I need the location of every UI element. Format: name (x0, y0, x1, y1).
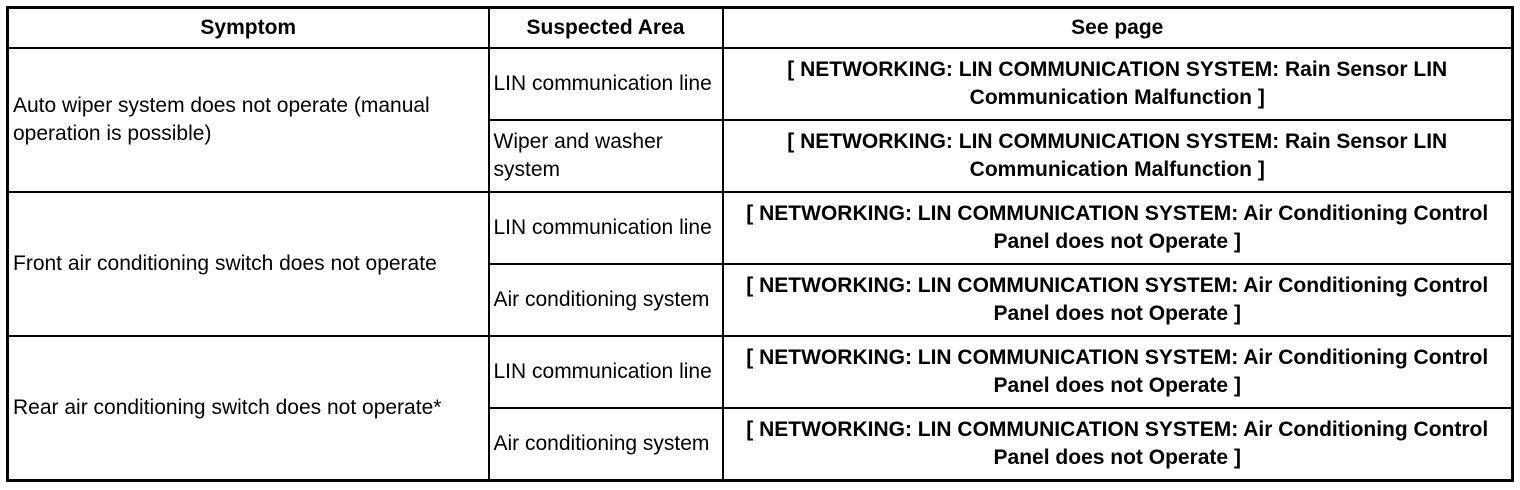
header-see-page: See page (723, 8, 1513, 49)
header-symptom: Symptom (8, 8, 489, 49)
suspected-area-cell: LIN communication line (489, 336, 723, 408)
see-page-link[interactable]: [ NETWORKING: LIN COMMUNICATION SYSTEM: Air Conditioning Control Panel does not Operate ] (723, 264, 1513, 336)
suspected-area-cell: Wiper and washer system (489, 120, 723, 192)
symptom-table (6, 6, 1514, 482)
symptom-cell: Rear air conditioning switch does not operate* (8, 336, 489, 481)
table-row (8, 48, 1513, 120)
suspected-area-cell: Air conditioning system (489, 264, 723, 336)
see-page-link[interactable]: [ NETWORKING: LIN COMMUNICATION SYSTEM: Air Conditioning Control Panel does not Operate ] (723, 408, 1513, 481)
see-page-link[interactable]: [ NETWORKING: LIN COMMUNICATION SYSTEM: Air Conditioning Control Panel does not Operate ] (723, 192, 1513, 264)
see-page-link[interactable]: [ NETWORKING: LIN COMMUNICATION SYSTEM: Air Conditioning Control Panel does not Operate ] (723, 336, 1513, 408)
table-row (8, 336, 1513, 408)
see-page-link[interactable]: [ NETWORKING: LIN COMMUNICATION SYSTEM: Rain Sensor LIN Communication Malfunction ] (723, 48, 1513, 120)
symptom-cell: Front air conditioning switch does not operate (8, 192, 489, 336)
table-row (8, 192, 1513, 264)
suspected-area-cell: LIN communication line (489, 192, 723, 264)
header-suspected-area: Suspected Area (489, 8, 723, 49)
header-row (8, 8, 1513, 49)
symptom-cell: Auto wiper system does not operate (manual operation is possible) (8, 48, 489, 192)
suspected-area-cell: Air conditioning system (489, 408, 723, 481)
suspected-area-cell: LIN communication line (489, 48, 723, 120)
see-page-link[interactable]: [ NETWORKING: LIN COMMUNICATION SYSTEM: Rain Sensor LIN Communication Malfunction ] (723, 120, 1513, 192)
